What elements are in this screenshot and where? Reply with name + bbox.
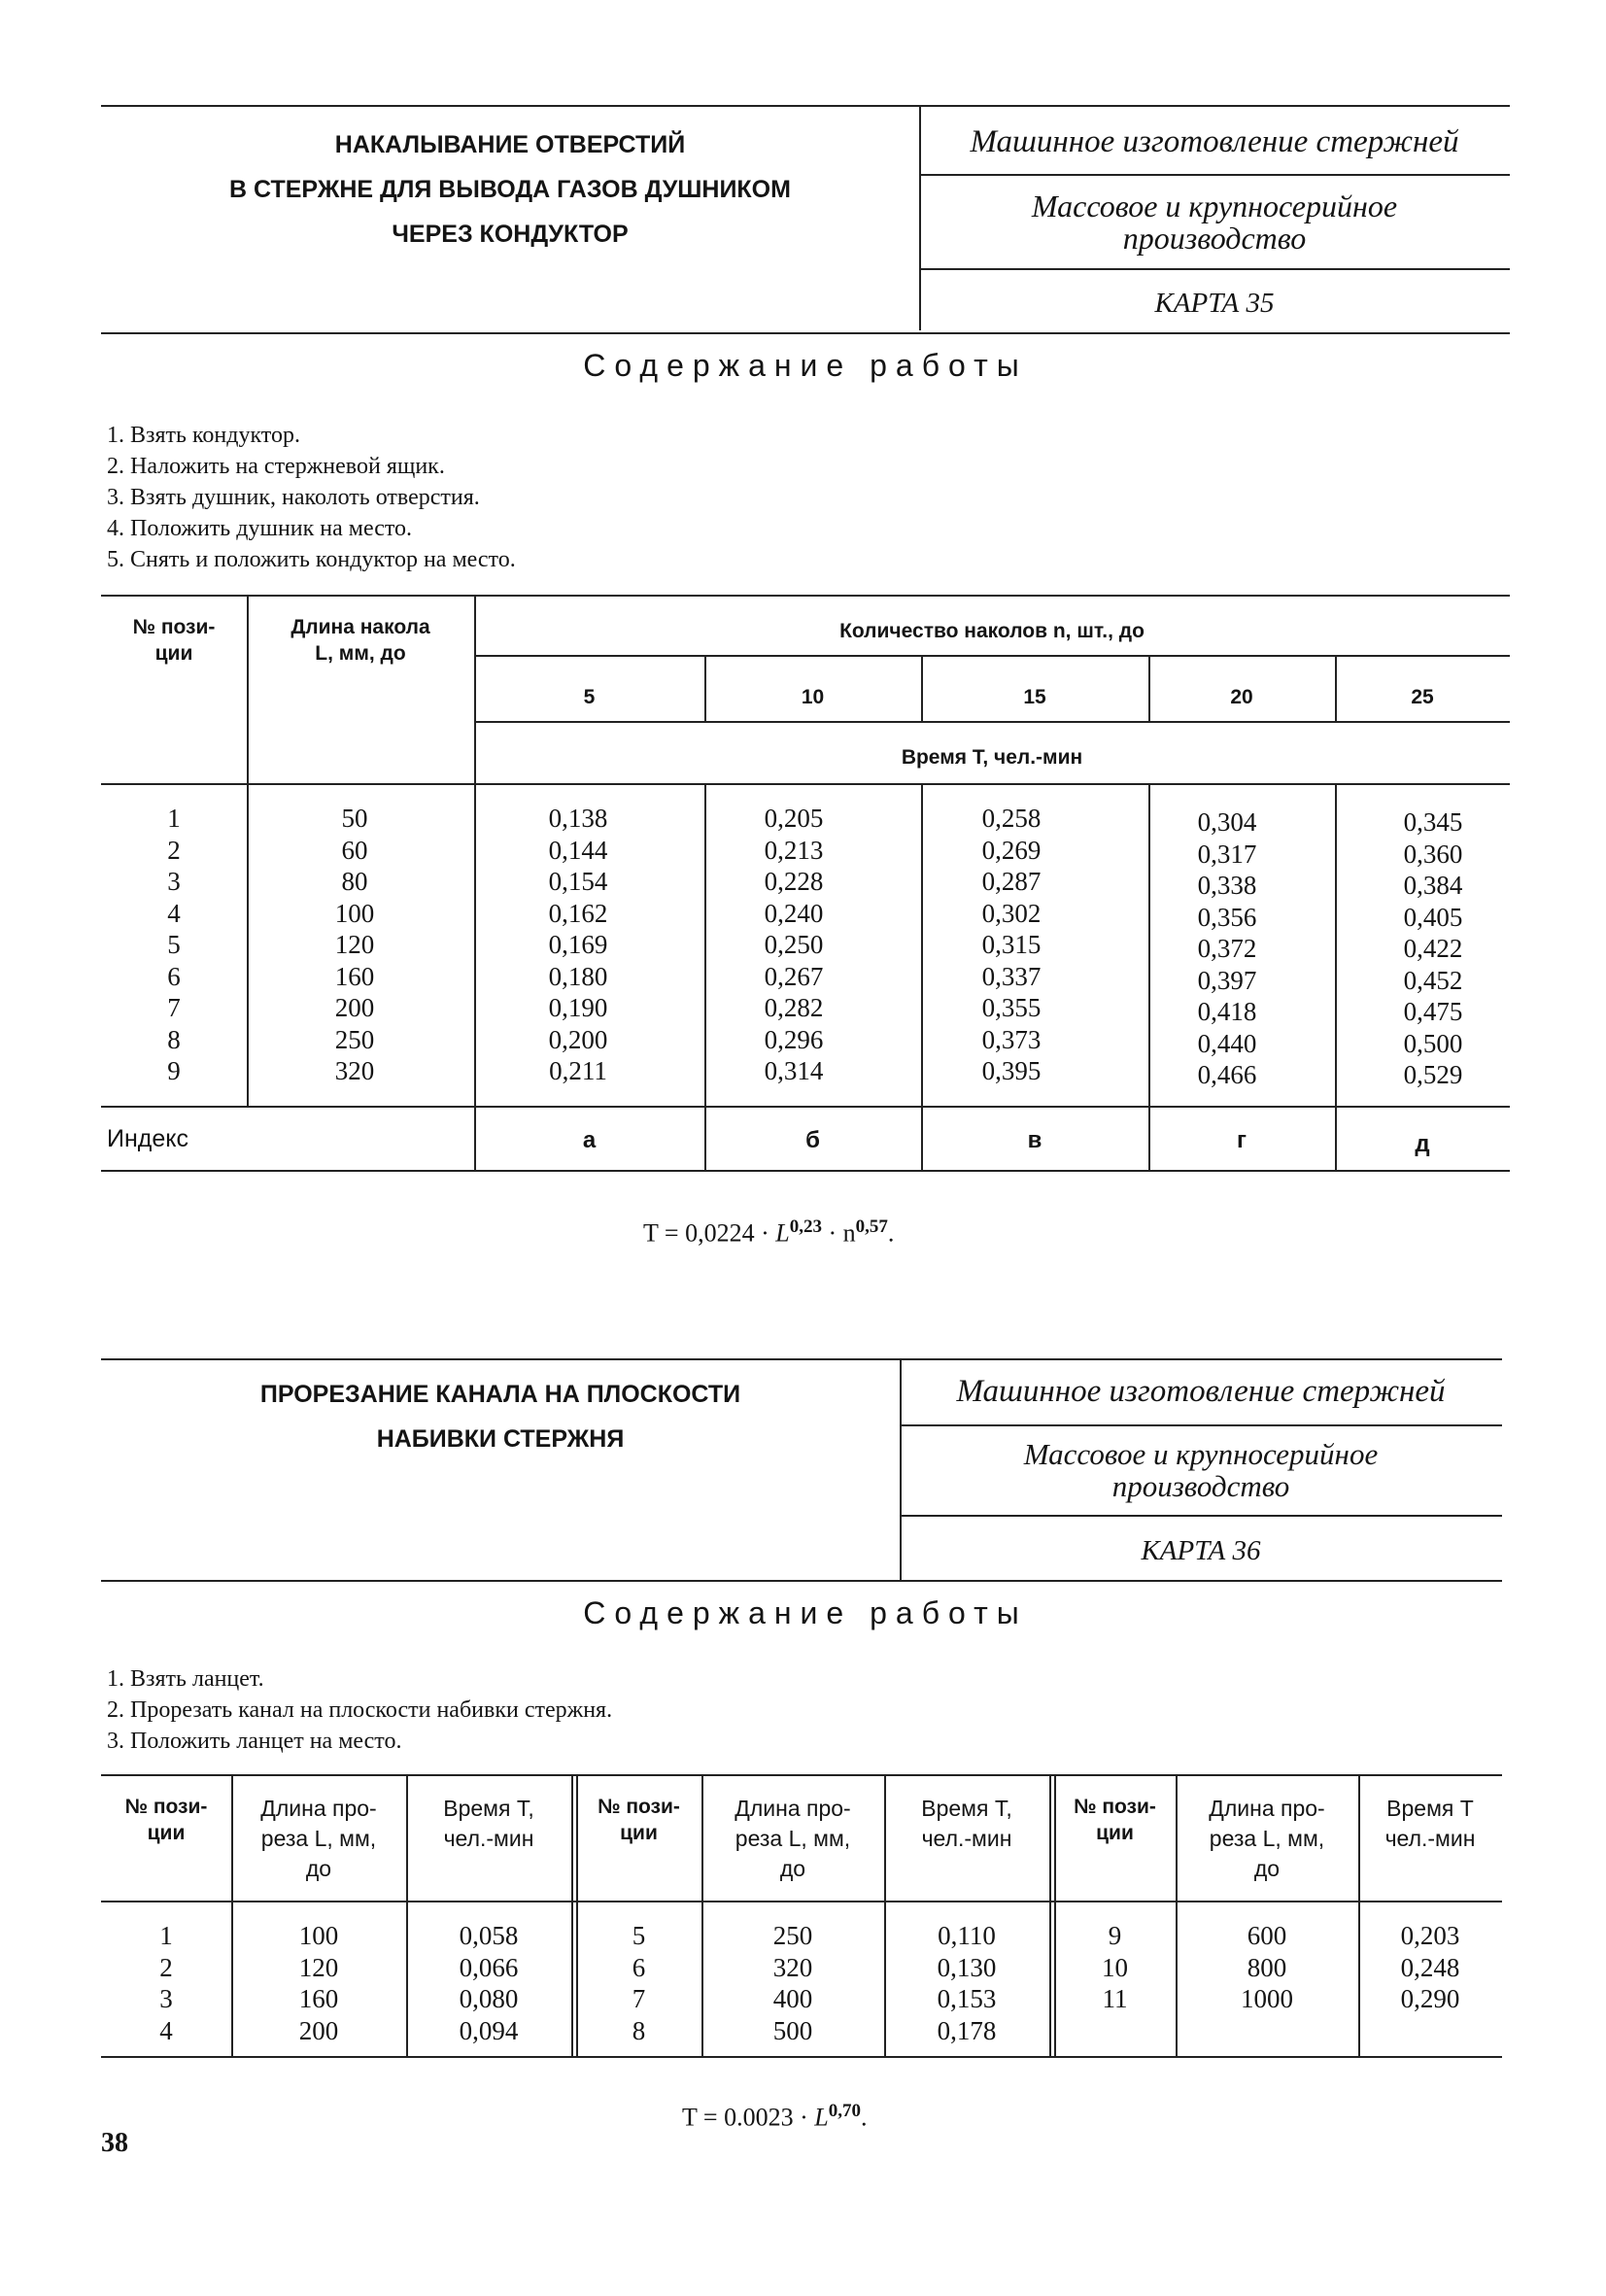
card35-card-label: КАРТА 35 <box>1154 288 1275 319</box>
time-column: 0,138 0,144 0,154 0,162 0,169 0,180 0,190 0,200 0,211 <box>548 804 608 1085</box>
time-column: 0,304 0,317 0,338 0,356 0,372 0,397 0,418 0,440 0,466 <box>1197 807 1257 1089</box>
count-header: 20 <box>1230 686 1253 708</box>
column-group-header: Количество наколов n, шт., до <box>839 620 1145 642</box>
card36-card-label: КАРТА 36 <box>1141 1535 1261 1566</box>
card36-category: Машинное изготовление стержней <box>956 1374 1446 1409</box>
card35-section-title: Содержание работы <box>583 348 1028 383</box>
column-header-length: Длина про- реза L, мм, до <box>1209 1796 1325 1881</box>
positions-column: 9 10 11 <box>1102 1921 1128 2013</box>
count-header: 10 <box>801 686 825 708</box>
list-item: 3. Взять душник, наколоть отверстия. <box>107 485 480 510</box>
lengths-column: 250 320 400 500 <box>772 1921 813 2045</box>
card35-category: Машинное изготовление стержней <box>970 124 1459 159</box>
column-header-time: Время T, чел.-мин <box>921 1796 1012 1851</box>
time-column: 0,258 0,269 0,287 0,302 0,315 0,337 0,355 0,373 0,395 <box>981 804 1042 1085</box>
card36-production: Массовое и крупносерийное производство <box>1023 1437 1379 1503</box>
column-header-time: Время T, чел.-мин <box>443 1796 534 1851</box>
card35-steps <box>107 420 516 575</box>
time-header: Время T, чел.-мин <box>901 746 1083 769</box>
index-cell: г <box>1237 1127 1247 1153</box>
column-header-length: Длина про- реза L, мм, до <box>735 1796 851 1881</box>
list-item: 1. Взять ланцет. <box>107 1666 264 1692</box>
count-header: 25 <box>1411 686 1434 708</box>
card36-title: ПРОРЕЗАНИЕ КАНАЛА НА ПЛОСКОСТИ НАБИВКИ СТЕРЖНЯ <box>259 1381 741 1453</box>
time-column: 0,110 0,130 0,153 0,178 <box>937 1921 997 2045</box>
list-item: 2. Наложить на стержневой ящик. <box>107 454 445 479</box>
lengths-column: 50 60 80 100 120 160 200 250 320 <box>334 804 375 1085</box>
card35-production: Массовое и крупносерийное производство <box>1031 188 1398 256</box>
column-header-position: № пози- ции <box>598 1796 680 1844</box>
column-header-position: № пози- ции <box>124 1796 208 1844</box>
column-header-length: Длина накола L, мм, до <box>290 616 430 665</box>
column-header-position: № пози- ции <box>1074 1796 1156 1844</box>
time-column: 0,205 0,213 0,228 0,240 0,250 0,267 0,282 0,296 0,314 <box>764 804 824 1085</box>
card35-formula: $T = 0,0224 \cdot L^{0,23} \cdot n^{0,57}$. <box>643 1217 895 1248</box>
index-label: Индекс <box>107 1125 188 1152</box>
column-header-time: Время T чел.-мин <box>1384 1796 1476 1851</box>
positions-column: 1 2 3 4 <box>159 1921 173 2045</box>
card36-formula: T = 0.0023 · L$^{0,70}$. <box>682 2101 868 2132</box>
positions-column: 1 2 3 4 5 6 7 8 9 <box>167 804 181 1085</box>
index-cell: в <box>1027 1127 1042 1153</box>
count-header: 15 <box>1023 686 1046 708</box>
list-item: 2. Прорезать канал на плоскости набивки стержня. <box>107 1697 613 1723</box>
index-cell: б <box>805 1127 820 1153</box>
column-header-length: Длина про- реза L, мм, до <box>260 1796 377 1881</box>
card36-steps <box>107 1663 612 1757</box>
index-cell: д <box>1415 1131 1430 1157</box>
column-header-position: № пози- ции <box>132 616 216 665</box>
card35-title: НАКАЛЫВАНИЕ ОТВЕРСТИЙ В СТЕРЖНЕ ДЛЯ ВЫВОДА ГАЗОВ ДУШНИКОМ ЧЕРЕЗ КОНДУКТОР <box>229 131 791 248</box>
lengths-column: 100 120 160 200 <box>298 1921 339 2045</box>
card36-section-title: Содержание работы <box>583 1595 1028 1630</box>
count-header: 5 <box>583 686 596 708</box>
list-item: 4. Положить душник на место. <box>107 516 413 541</box>
list-item: 1. Взять кондуктор. <box>107 423 300 448</box>
page-number: 38 <box>101 2128 128 2158</box>
lengths-column: 600 800 1000 <box>1241 1921 1293 2013</box>
time-column: 0,058 0,066 0,080 0,094 <box>459 1921 519 2045</box>
list-item: 5. Снять и положить кондуктор на место. <box>107 547 516 572</box>
time-column: 0,203 0,248 0,290 <box>1400 1921 1460 2013</box>
positions-column: 5 6 7 8 <box>632 1921 646 2045</box>
list-item: 3. Положить ланцет на место. <box>107 1729 402 1754</box>
time-column: 0,345 0,360 0,384 0,405 0,422 0,452 0,475 0,500 0,529 <box>1403 807 1463 1089</box>
index-cell: а <box>582 1127 597 1153</box>
